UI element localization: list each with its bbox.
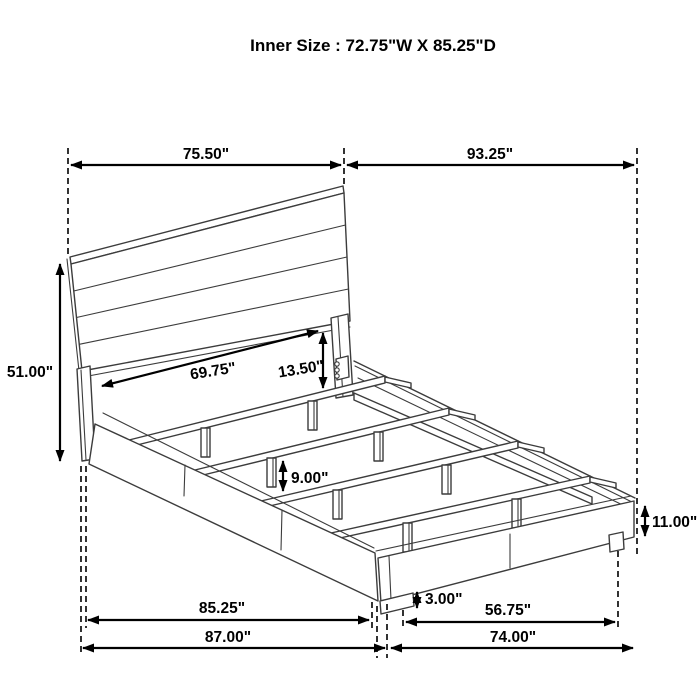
dim-label-outer-length: 87.00"	[204, 629, 252, 646]
slat-leg	[308, 401, 317, 430]
slat-end	[518, 442, 544, 453]
dim-label-headboard-height: 51.00"	[6, 364, 54, 381]
bracket-hook	[335, 374, 339, 378]
dim-label-inner-width: 56.75"	[484, 602, 532, 619]
bracket-hook	[335, 362, 339, 366]
slat-leg	[442, 465, 451, 494]
dim-label-side-rail-height: 11.00"	[652, 514, 698, 531]
far-foot-glide	[609, 532, 624, 552]
bed-line-drawing	[67, 186, 635, 614]
dim-label-slat-leg-height: 9.00"	[291, 470, 329, 487]
dim-label-headboard-panel-height: 13.50"	[276, 357, 326, 382]
slat-leg	[201, 428, 210, 457]
dim-label-foot-glide-height: 3.00"	[425, 591, 463, 608]
dim-label-frame-length: 93.25"	[466, 146, 514, 163]
foot-rail	[376, 496, 634, 603]
slat-leg	[512, 499, 521, 528]
dim-label-headboard-inner-width: 69.75"	[188, 359, 238, 384]
diagram-title: Inner Size : 72.75"W X 85.25"D	[250, 36, 496, 55]
slat-leg	[333, 490, 342, 519]
slat-end	[385, 377, 411, 388]
slat-leg	[403, 523, 412, 552]
dim-label-outer-width: 74.00"	[489, 629, 537, 646]
slat-leg	[374, 432, 383, 461]
dim-label-headboard-width: 75.50"	[182, 146, 230, 163]
bracket-hook	[335, 368, 339, 372]
slat-leg	[267, 458, 276, 487]
dim-label-inner-length: 85.25"	[198, 600, 246, 617]
slat-end	[590, 477, 616, 488]
